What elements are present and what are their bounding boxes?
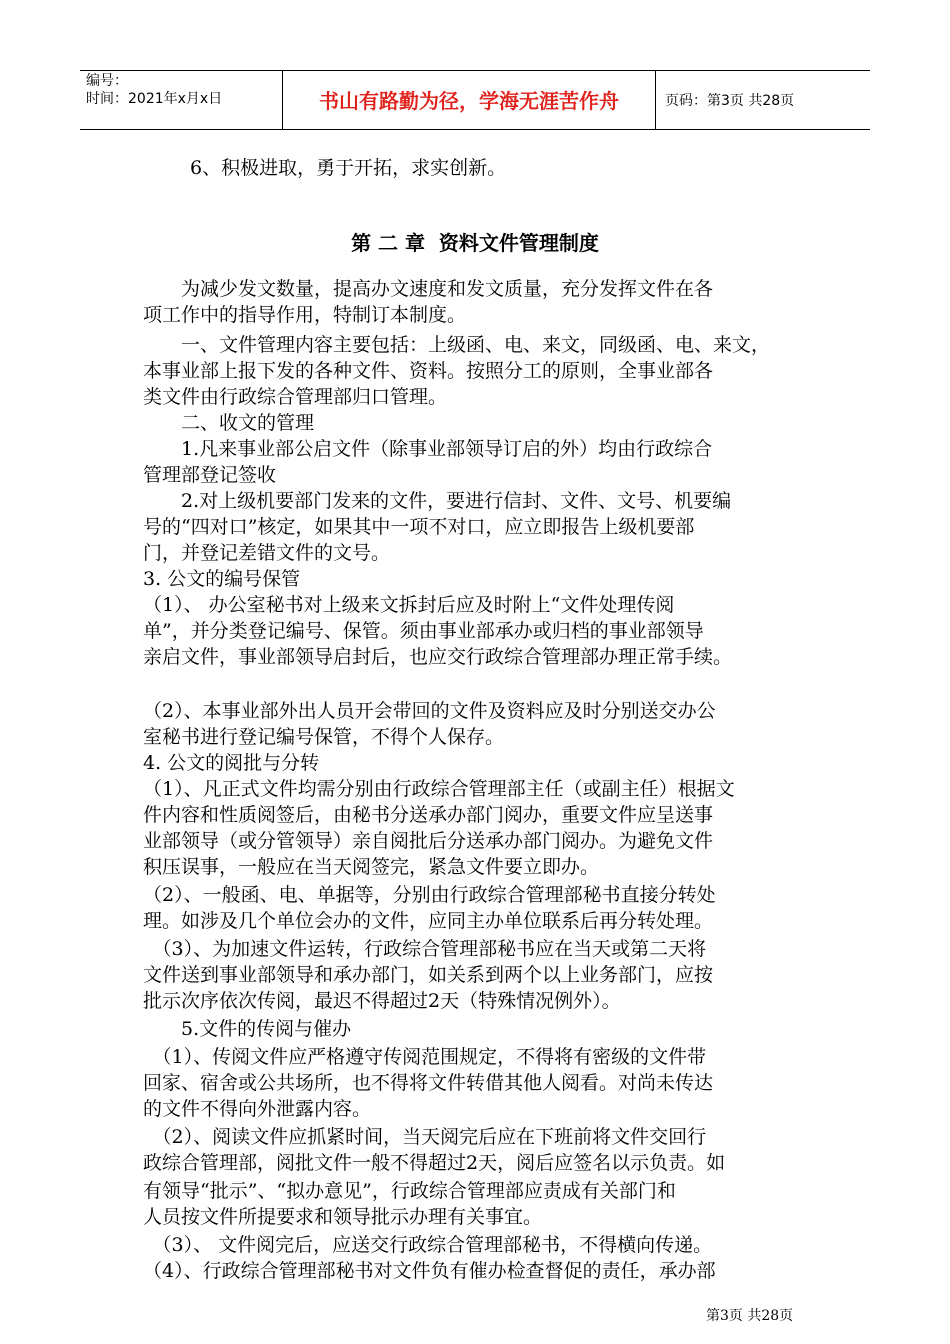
header-page-cell [655, 71, 870, 129]
body-text-line: 回家、宿舍或公共场所，也不得将文件转借其他人阅看。对尚未传达 [143, 1072, 714, 1094]
page-header [80, 70, 870, 130]
header-motto-cell [282, 71, 656, 129]
document-time-label: 时间：2021年x月x日 [86, 91, 223, 107]
body-text-line: 管理部登记签收 [143, 464, 277, 486]
body-text-line: 门，并登记差错文件的文号。 [143, 542, 391, 564]
header-motto: 书山有路勤为径，学海无涯苦作舟 [319, 89, 619, 113]
body-text-line: （2）、本事业部外出人员开会带回的文件及资料应及时分别送交办公 [143, 700, 716, 722]
body-text-line: 文件送到事业部领导和承办部门，如关系到两个以上业务部门，应按 [143, 964, 714, 986]
body-text-line: 批示次序依次传阅，最迟不得超过2天（特殊情况例外）。 [143, 990, 621, 1012]
body-text-line: 类文件由行政综合管理部归口管理。 [143, 386, 448, 408]
body-text-line: 二、收文的管理 [143, 412, 315, 434]
document-number-label: 编号： [86, 73, 128, 89]
body-text-line: 项工作中的指导作用，特制订本制度。 [143, 304, 467, 326]
body-text-line: 业部领导（或分管领导）亲自阅批后分送承办部门阅办。为避免文件 [143, 830, 714, 852]
body-text-line: （4）、行政综合管理部秘书对文件负有催办检查督促的责任，承办部 [143, 1260, 716, 1282]
body-text-line: 室秘书进行登记编号保管，不得个人保存。 [143, 726, 505, 748]
body-text-line: 3. 公文的编号保管 [143, 568, 301, 590]
body-text-line: （3）、 文件阅完后，应送交行政综合管理部秘书，不得横向传递。 [143, 1234, 713, 1256]
body-text-line: （2）、阅读文件应抓紧时间，当天阅完后应在下班前将文件交回行 [143, 1126, 707, 1148]
body-text-line: 本事业部上报下发的各种文件、资料。按照分工的原则，全事业部各 [143, 360, 714, 382]
body-text-line: 有领导“批示”、“拟办意见”，行政综合管理部应责成有关部门和 [143, 1180, 676, 1202]
header-info-cell [80, 71, 282, 129]
chapter-title: 第 二 章 资料文件管理制度 [351, 231, 599, 255]
top-line: 6、积极进取，勇于开拓，求实创新。 [190, 157, 507, 179]
body-text-line: 4. 公文的阅批与分转 [143, 752, 320, 774]
body-text-line: 件内容和性质阅签后，由秘书分送承办部门阅办，重要文件应呈送事 [143, 804, 714, 826]
body-text-line: （2）、一般函、电、单据等，分别由行政综合管理部秘书直接分转处 [143, 884, 716, 906]
body-text-line: 政综合管理部，阅批文件一般不得超过2天，阅后应签名以示负责。如 [143, 1152, 726, 1174]
body-text-line: 的文件不得向外泄露内容。 [143, 1098, 372, 1120]
header-page-number: 页码：第3页 共28页 [665, 93, 795, 109]
body-text-line: 为减少发文数量，提高办文速度和发文质量，充分发挥文件在各 [143, 278, 714, 300]
body-text-line: （1）、 办公室秘书对上级来文拆封后应及时附上“文件处理传阅 [143, 594, 675, 616]
body-text-line: 人员按文件所提要求和领导批示办理有关事宜。 [143, 1206, 543, 1228]
body-text-line: （1）、凡正式文件均需分别由行政综合管理部主任（或副主任）根据文 [143, 778, 735, 800]
body-text-line: 一、文件管理内容主要包括：上级函、电、来文，同级函、电、来文， [143, 334, 771, 356]
body-text-line: 积压误事，一般应在当天阅签完，紧急文件要立即办。 [143, 856, 600, 878]
body-text-line: 2.对上级机要部门发来的文件，要进行信封、文件、文号、机要编 [143, 490, 732, 512]
body-text-line: 5.文件的传阅与催办 [143, 1018, 352, 1040]
page-footer: 第3页 共28页 [706, 1308, 794, 1324]
body-text-line: 单”，并分类登记编号、保管。须由事业部承办或归档的事业部领导 [143, 620, 704, 642]
body-text-line: （3）、为加速文件运转，行政综合管理部秘书应在当天或第二天将 [143, 938, 707, 960]
body-text-line: 号的“四对口”核定，如果其中一项不对口，应立即报告上级机要部 [143, 516, 695, 538]
body-text-line: （1）、传阅文件应严格遵守传阅范围规定，不得将有密级的文件带 [143, 1046, 707, 1068]
body-text-line: 理。如涉及几个单位会办的文件，应同主办单位联系后再分转处理。 [143, 910, 714, 932]
body-text-line: 1.凡来事业部公启文件（除事业部领导订启的外）均由行政综合 [143, 438, 713, 460]
body-text-line: 亲启文件，事业部领导启封后，也应交行政综合管理部办理正常手续。 [143, 646, 733, 668]
